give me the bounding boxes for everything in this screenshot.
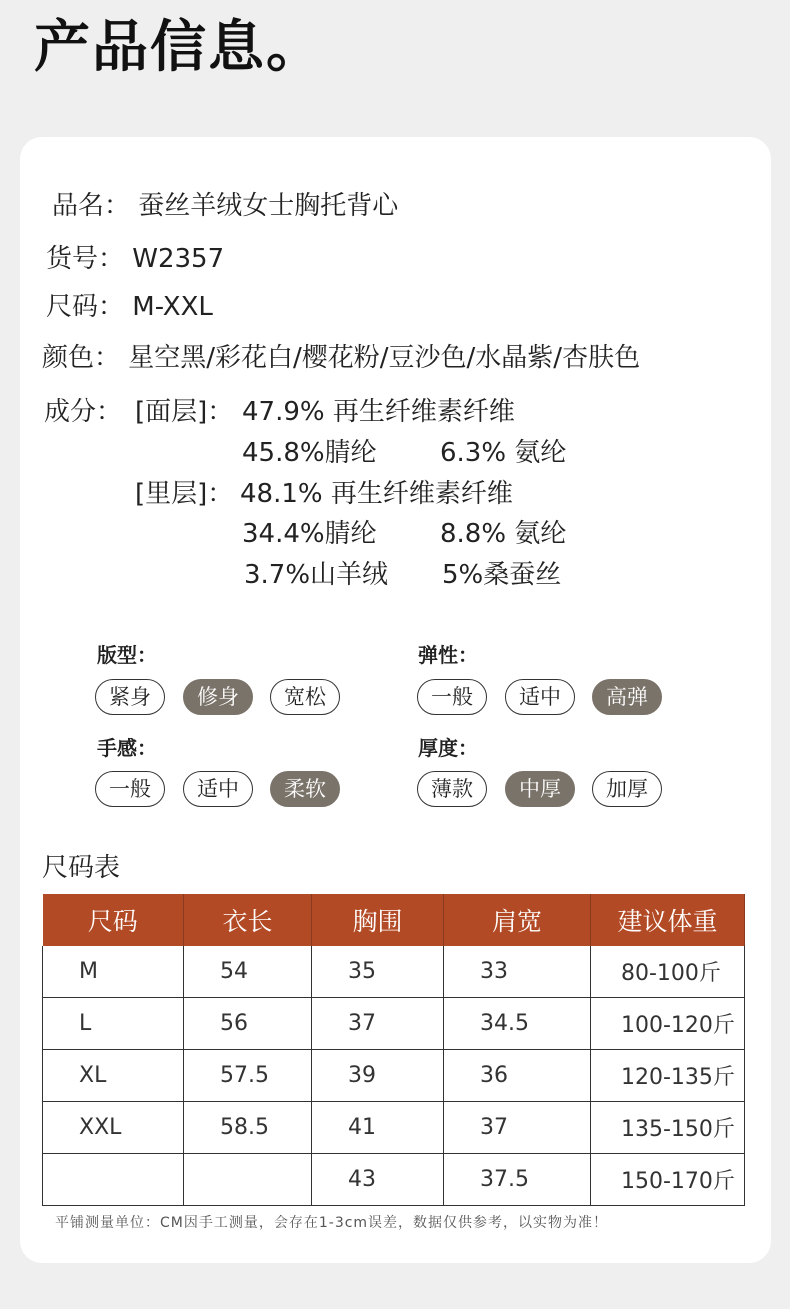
table-row	[43, 1050, 745, 1102]
table-cell: 37	[444, 1102, 591, 1154]
header-shoulder: 肩宽	[444, 894, 591, 946]
header-chest: 胸围	[312, 894, 444, 946]
table-cell: XL	[43, 1050, 184, 1102]
inner-composition-1: 48.1% 再生纤维素纤维	[240, 479, 513, 509]
feel-tag-normal: 一般	[95, 771, 165, 807]
table-cell: 37	[312, 998, 444, 1050]
table-cell: 36	[444, 1050, 591, 1102]
header-length: 衣长	[184, 894, 312, 946]
table-row	[43, 998, 745, 1050]
table-cell: 33	[444, 946, 591, 998]
elasticity-label: 弹性：	[418, 643, 478, 667]
inner-composition-2a: 34.4%腈纶	[242, 519, 377, 549]
size-table-header-row	[43, 894, 745, 946]
outer-layer-label: [面层]：	[135, 397, 234, 427]
inner-layer-label: [里层]：	[135, 479, 234, 509]
table-cell: 80-100斤	[591, 946, 745, 998]
outer-composition-1: 47.9% 再生纤维素纤维	[242, 397, 515, 427]
elasticity-tag-high: 高弹	[592, 679, 662, 715]
size-table	[42, 894, 745, 1206]
table-cell: 39	[312, 1050, 444, 1102]
table-cell: 35	[312, 946, 444, 998]
table-cell: L	[43, 998, 184, 1050]
table-cell: 57.5	[184, 1050, 312, 1102]
product-colors: 颜色： 星空黑/彩花白/樱花粉/豆沙色/水晶紫/杏肤色	[42, 343, 641, 373]
table-cell: XXL	[43, 1102, 184, 1154]
size-table-title: 尺码表	[42, 853, 121, 883]
inner-composition-3a: 3.7%山羊绒	[244, 560, 389, 590]
outer-composition-2a: 45.8%腈纶	[242, 438, 377, 468]
measurement-footnote: 平铺测量单位：CM因手工测量，会存在1-3cm误差，数据仅供参考，以实物为准！	[55, 1215, 609, 1231]
table-cell	[43, 1154, 184, 1206]
table-cell: 41	[312, 1102, 444, 1154]
table-cell: 43	[312, 1154, 444, 1206]
thickness-label: 厚度：	[418, 736, 478, 760]
fit-tag-tight: 紧身	[95, 679, 165, 715]
composition-label: 成分：	[44, 397, 123, 427]
table-cell: 37.5	[444, 1154, 591, 1206]
feel-tag-medium: 适中	[183, 771, 253, 807]
outer-composition-2b: 6.3% 氨纶	[440, 438, 567, 468]
header-weight: 建议体重	[591, 894, 745, 946]
table-cell: 120-135斤	[591, 1050, 745, 1102]
fit-tag-slim: 修身	[183, 679, 253, 715]
table-row	[43, 1102, 745, 1154]
fit-tag-loose: 宽松	[270, 679, 340, 715]
page-title: 产品信息。	[34, 15, 324, 80]
header-size: 尺码	[43, 894, 184, 946]
product-name: 品名： 蚕丝羊绒女士胸托背心	[52, 191, 399, 221]
table-cell: M	[43, 946, 184, 998]
feel-label: 手感：	[97, 736, 157, 760]
thickness-tag-medium: 中厚	[505, 771, 575, 807]
thickness-tag-thick: 加厚	[592, 771, 662, 807]
elasticity-tag-medium: 适中	[505, 679, 575, 715]
table-cell: 135-150斤	[591, 1102, 745, 1154]
elasticity-tag-normal: 一般	[417, 679, 487, 715]
feel-tag-soft: 柔软	[270, 771, 340, 807]
table-cell: 100-120斤	[591, 998, 745, 1050]
table-cell: 56	[184, 998, 312, 1050]
table-cell	[184, 1154, 312, 1206]
table-cell: 34.5	[444, 998, 591, 1050]
table-row	[43, 1154, 745, 1206]
table-row	[43, 946, 745, 998]
thickness-tag-thin: 薄款	[417, 771, 487, 807]
fit-label: 版型：	[97, 643, 157, 667]
table-cell: 58.5	[184, 1102, 312, 1154]
product-sku: 货号： W2357	[46, 244, 225, 274]
inner-composition-2b: 8.8% 氨纶	[440, 519, 567, 549]
table-cell: 150-170斤	[591, 1154, 745, 1206]
product-size-range: 尺码： M-XXL	[46, 292, 213, 322]
inner-composition-3b: 5%桑蚕丝	[442, 560, 562, 590]
table-cell: 54	[184, 946, 312, 998]
